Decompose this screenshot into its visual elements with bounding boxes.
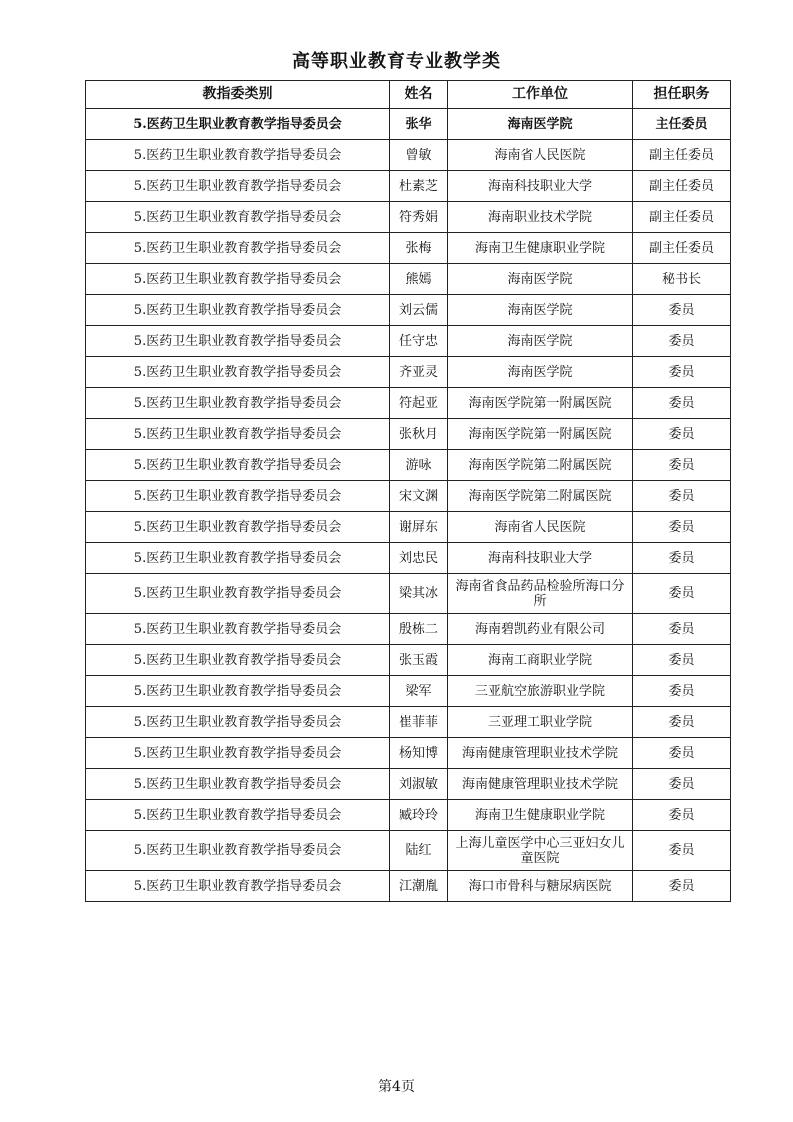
cell-work-unit: 海南工商职业学院 <box>448 645 633 676</box>
cell-position: 秘书长 <box>633 264 731 295</box>
cell-work-unit: 海南科技职业大学 <box>448 171 633 202</box>
cell-committee-category: 5.医药卫生职业教育教学指导委员会 <box>86 831 390 871</box>
cell-work-unit: 海口市骨科与糖尿病医院 <box>448 871 633 902</box>
cell-work-unit: 海南医学院 <box>448 109 633 140</box>
cell-position: 委员 <box>633 645 731 676</box>
table-row <box>86 419 731 450</box>
cell-work-unit: 海南医学院第二附属医院 <box>448 481 633 512</box>
cell-committee-category: 5.医药卫生职业教育教学指导委员会 <box>86 512 390 543</box>
table-header-row <box>86 81 731 109</box>
cell-position: 委员 <box>633 676 731 707</box>
cell-position: 委员 <box>633 419 731 450</box>
cell-name: 梁军 <box>390 676 448 707</box>
committee-members-table <box>85 80 731 902</box>
cell-committee-category: 5.医药卫生职业教育教学指导委员会 <box>86 645 390 676</box>
table-row <box>86 109 731 140</box>
table-row <box>86 574 731 614</box>
page-number: 第4页 <box>378 1079 415 1095</box>
table-row <box>86 264 731 295</box>
cell-committee-category: 5.医药卫生职业教育教学指导委员会 <box>86 800 390 831</box>
cell-committee-category: 5.医药卫生职业教育教学指导委员会 <box>86 574 390 614</box>
table-row <box>86 233 731 264</box>
cell-work-unit: 三亚航空旅游职业学院 <box>448 676 633 707</box>
cell-work-unit: 海南医学院第一附属医院 <box>448 419 633 450</box>
cell-position: 副主任委员 <box>633 202 731 233</box>
cell-position: 委员 <box>633 574 731 614</box>
table-row <box>86 140 731 171</box>
cell-committee-category: 5.医药卫生职业教育教学指导委员会 <box>86 264 390 295</box>
table-row <box>86 645 731 676</box>
table-row <box>86 543 731 574</box>
table-row <box>86 326 731 357</box>
cell-position: 委员 <box>633 357 731 388</box>
cell-position: 委员 <box>633 543 731 574</box>
table-row <box>86 676 731 707</box>
cell-committee-category: 5.医药卫生职业教育教学指导委员会 <box>86 233 390 264</box>
cell-work-unit: 海南医学院 <box>448 264 633 295</box>
cell-work-unit: 海南健康管理职业技术学院 <box>448 738 633 769</box>
cell-work-unit: 海南健康管理职业技术学院 <box>448 769 633 800</box>
cell-committee-category: 5.医药卫生职业教育教学指导委员会 <box>86 481 390 512</box>
cell-name: 陆红 <box>390 831 448 871</box>
table-row <box>86 871 731 902</box>
cell-position: 委员 <box>633 769 731 800</box>
cell-name: 杨知博 <box>390 738 448 769</box>
cell-position: 副主任委员 <box>633 233 731 264</box>
table-row <box>86 171 731 202</box>
cell-name: 刘忠民 <box>390 543 448 574</box>
cell-position: 委员 <box>633 388 731 419</box>
cell-name: 张秋月 <box>390 419 448 450</box>
cell-work-unit: 海南医学院 <box>448 326 633 357</box>
cell-name: 宋文渊 <box>390 481 448 512</box>
cell-position: 委员 <box>633 450 731 481</box>
cell-position: 委员 <box>633 481 731 512</box>
cell-committee-category: 5.医药卫生职业教育教学指导委员会 <box>86 707 390 738</box>
cell-position: 委员 <box>633 871 731 902</box>
cell-committee-category: 5.医药卫生职业教育教学指导委员会 <box>86 388 390 419</box>
table-row <box>86 388 731 419</box>
table-row <box>86 800 731 831</box>
cell-work-unit: 海南省人民医院 <box>448 140 633 171</box>
table-row <box>86 614 731 645</box>
table-row <box>86 295 731 326</box>
cell-committee-category: 5.医药卫生职业教育教学指导委员会 <box>86 543 390 574</box>
cell-work-unit: 海南卫生健康职业学院 <box>448 233 633 264</box>
table-row <box>86 769 731 800</box>
cell-name: 刘淑敏 <box>390 769 448 800</box>
cell-name: 张玉霞 <box>390 645 448 676</box>
cell-position: 主任委员 <box>633 109 731 140</box>
cell-committee-category: 5.医药卫生职业教育教学指导委员会 <box>86 202 390 233</box>
cell-name: 齐亚灵 <box>390 357 448 388</box>
cell-position: 委员 <box>633 614 731 645</box>
header-position: 担任职务 <box>633 81 731 109</box>
cell-name: 任守忠 <box>390 326 448 357</box>
cell-committee-category: 5.医药卫生职业教育教学指导委员会 <box>86 871 390 902</box>
cell-work-unit: 海南省食品药品检验所海口分所 <box>448 574 633 614</box>
cell-name: 崔菲菲 <box>390 707 448 738</box>
cell-name: 熊嫣 <box>390 264 448 295</box>
table-row <box>86 481 731 512</box>
cell-committee-category: 5.医药卫生职业教育教学指导委员会 <box>86 109 390 140</box>
cell-committee-category: 5.医药卫生职业教育教学指导委员会 <box>86 140 390 171</box>
cell-position: 委员 <box>633 707 731 738</box>
cell-name: 张梅 <box>390 233 448 264</box>
cell-work-unit: 海南职业技术学院 <box>448 202 633 233</box>
table-row <box>86 738 731 769</box>
cell-committee-category: 5.医药卫生职业教育教学指导委员会 <box>86 357 390 388</box>
cell-position: 委员 <box>633 738 731 769</box>
cell-committee-category: 5.医药卫生职业教育教学指导委员会 <box>86 419 390 450</box>
cell-name: 殷栋二 <box>390 614 448 645</box>
header-name: 姓名 <box>390 81 448 109</box>
table-row <box>86 357 731 388</box>
cell-position: 委员 <box>633 831 731 871</box>
cell-work-unit: 海南医学院第一附属医院 <box>448 388 633 419</box>
document-title: 高等职业教育专业教学类 <box>292 51 501 72</box>
cell-position: 委员 <box>633 512 731 543</box>
cell-position: 委员 <box>633 800 731 831</box>
cell-committee-category: 5.医药卫生职业教育教学指导委员会 <box>86 676 390 707</box>
cell-position: 委员 <box>633 295 731 326</box>
cell-name: 谢屏东 <box>390 512 448 543</box>
cell-committee-category: 5.医药卫生职业教育教学指导委员会 <box>86 769 390 800</box>
cell-name: 符起亚 <box>390 388 448 419</box>
header-committee-category: 教指委类别 <box>86 81 390 109</box>
cell-name: 曾敏 <box>390 140 448 171</box>
header-work-unit: 工作单位 <box>448 81 633 109</box>
cell-work-unit: 海南卫生健康职业学院 <box>448 800 633 831</box>
cell-committee-category: 5.医药卫生职业教育教学指导委员会 <box>86 614 390 645</box>
cell-committee-category: 5.医药卫生职业教育教学指导委员会 <box>86 738 390 769</box>
cell-work-unit: 三亚理工职业学院 <box>448 707 633 738</box>
cell-name: 杜素芝 <box>390 171 448 202</box>
cell-name: 刘云儒 <box>390 295 448 326</box>
cell-committee-category: 5.医药卫生职业教育教学指导委员会 <box>86 171 390 202</box>
cell-position: 副主任委员 <box>633 171 731 202</box>
cell-work-unit: 海南碧凯药业有限公司 <box>448 614 633 645</box>
table-row <box>86 450 731 481</box>
cell-position: 委员 <box>633 326 731 357</box>
cell-work-unit: 海南医学院 <box>448 295 633 326</box>
cell-name: 臧玲玲 <box>390 800 448 831</box>
cell-committee-category: 5.医药卫生职业教育教学指导委员会 <box>86 295 390 326</box>
table-row <box>86 707 731 738</box>
cell-work-unit: 上海儿童医学中心三亚妇女儿童医院 <box>448 831 633 871</box>
cell-committee-category: 5.医药卫生职业教育教学指导委员会 <box>86 326 390 357</box>
cell-work-unit: 海南省人民医院 <box>448 512 633 543</box>
table-body <box>86 109 731 902</box>
cell-committee-category: 5.医药卫生职业教育教学指导委员会 <box>86 450 390 481</box>
cell-name: 游咏 <box>390 450 448 481</box>
cell-work-unit: 海南医学院第二附属医院 <box>448 450 633 481</box>
cell-name: 梁其冰 <box>390 574 448 614</box>
table-row <box>86 831 731 871</box>
cell-position: 副主任委员 <box>633 140 731 171</box>
cell-name: 江潮胤 <box>390 871 448 902</box>
cell-work-unit: 海南科技职业大学 <box>448 543 633 574</box>
cell-name: 符秀娟 <box>390 202 448 233</box>
cell-work-unit: 海南医学院 <box>448 357 633 388</box>
cell-name: 张华 <box>390 109 448 140</box>
table-row <box>86 512 731 543</box>
table-row <box>86 202 731 233</box>
